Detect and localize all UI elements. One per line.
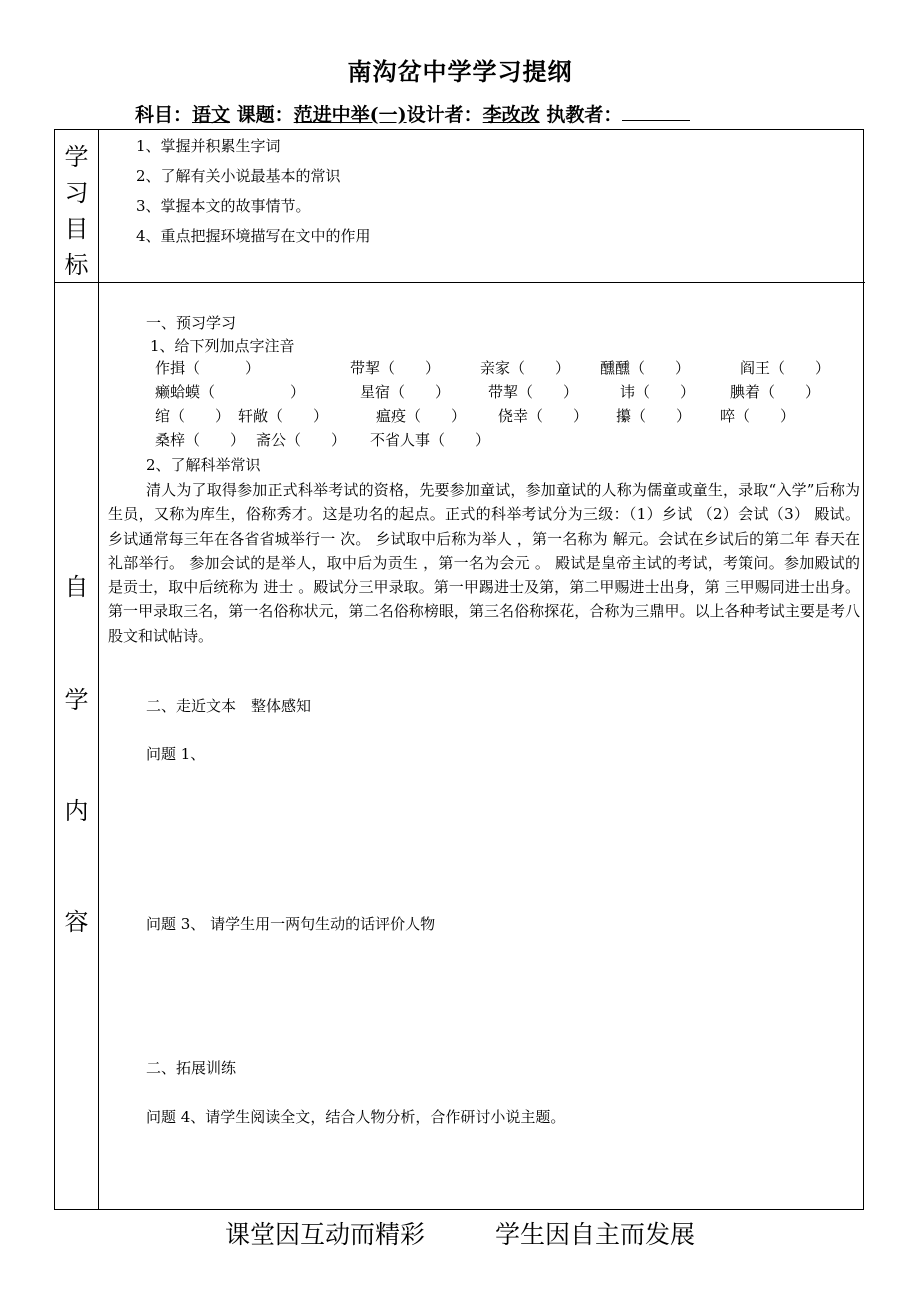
objective-item: 4、重点把握环境描写在文中的作用 — [136, 227, 371, 245]
subsection-heading: 2、了解科举常识 — [146, 456, 261, 474]
study-label-char: 自 — [64, 573, 89, 601]
subject-value: 语文 — [192, 104, 231, 126]
subject-label: 科目： — [135, 104, 193, 126]
row-divider — [54, 282, 865, 283]
objectives-label-char: 习 — [64, 179, 89, 207]
objective-item: 3、掌握本文的故事情节。 — [136, 197, 311, 215]
question-item: 问题 4、请学生阅读全文，结合人物分析，合作研讨小说主题。 — [146, 1108, 566, 1126]
pinyin-item: 带挈（ ） — [350, 359, 441, 377]
designer-label: 设计者： — [406, 104, 483, 126]
page-title: 南沟岔中学学习提纲 — [347, 57, 573, 86]
pinyin-item: 阎王（ ） — [740, 359, 831, 377]
designer-value: 李改改 — [482, 104, 540, 126]
column-divider — [98, 129, 99, 1210]
pinyin-item: 绾（ ） — [155, 407, 231, 425]
outline-table — [54, 129, 864, 1210]
pinyin-item: 带挈（ ） — [488, 383, 579, 401]
pinyin-item: 啐（ ） — [720, 407, 796, 425]
pinyin-item: 侥幸（ ） — [498, 407, 589, 425]
objectives-label-char: 目 — [64, 215, 89, 243]
pinyin-item: 癞蛤蟆（ ） — [155, 383, 306, 401]
objective-item: 2、了解有关小说最基本的常识 — [136, 167, 341, 185]
pinyin-item: 斋公（ ） — [256, 431, 347, 449]
exam-knowledge-text: 清人为了取得参加正式科举考试的资格，先要参加童试，参加童试的人称为儒童或童生，录取“入学”后称为生员，又称为库生，俗称秀才。这是功名的起点。正式的科举考试分为三级：（1）乡试 （2）会试（3） 殿试。 乡试通常每三年在各省省城举行一 次。 乡试取中后称为举人 ，第一名称为 解元。会试在乡试后的第二年 春天在礼部举行。 参加会试的是举人，取中后为贡生 ，第一名为会元 。 殿试是皇帝主试的考试，考策问。参加殿试的是贡士，取中后统称为 进士 。殿试分三甲录取。第一甲踢进士及第，第二甲赐进士出身，第 三甲赐同进士出身。第一甲录取三名，第一名俗称状元，第二名俗称榜眼，第三名俗称探花，合称为三鼎甲。以上各种考试主要是考八股文和试帖诗。 — [108, 481, 860, 645]
pinyin-item: 桑梓（ ） — [155, 431, 246, 449]
study-label-char: 学 — [64, 686, 89, 714]
study-label-char: 内 — [64, 797, 89, 825]
question-item: 问题 1、 — [146, 745, 206, 763]
pinyin-item: 讳（ ） — [620, 383, 696, 401]
footer-slogan — [0, 1215, 920, 1251]
header-meta — [135, 100, 690, 127]
pinyin-item: 星宿（ ） — [360, 383, 451, 401]
pinyin-item: 腆着（ ） — [730, 383, 821, 401]
pinyin-item: 瘟疫（ ） — [376, 407, 467, 425]
pinyin-item: 作揖（ ） — [155, 359, 261, 377]
pinyin-item: 轩敞（ ） — [238, 407, 329, 425]
pinyin-item: 不省人事（ ） — [370, 431, 491, 449]
objectives-label-char: 标 — [64, 251, 89, 279]
topic-value: 范进中举(一) — [293, 104, 407, 126]
pinyin-item: 亲家（ ） — [480, 359, 571, 377]
footer-slogan-left: 课堂因互动而精彩 — [224, 1220, 425, 1249]
exam-knowledge-paragraph — [108, 478, 860, 648]
objectives-label-char: 学 — [64, 143, 89, 171]
pinyin-item: 醺醺（ ） — [600, 359, 691, 377]
section-heading: 一、预习学习 — [146, 314, 237, 332]
section-heading: 二、走近文本 整体感知 — [146, 697, 312, 715]
topic-label: 课题： — [236, 104, 294, 126]
teacher-label: 执教者： — [546, 104, 623, 126]
question-item: 问题 3、 请学生用一两句生动的话评价人物 — [146, 915, 436, 933]
teacher-blank — [622, 102, 690, 121]
pinyin-item: 攥（ ） — [616, 407, 692, 425]
footer-slogan-right: 学生因自主而发展 — [495, 1220, 696, 1249]
subsection-heading: 1、给下列加点字注音 — [150, 337, 295, 355]
objective-item: 1、掌握并积累生字词 — [136, 137, 281, 155]
study-label-char: 容 — [64, 908, 89, 936]
section-heading: 二、拓展训练 — [146, 1059, 237, 1077]
